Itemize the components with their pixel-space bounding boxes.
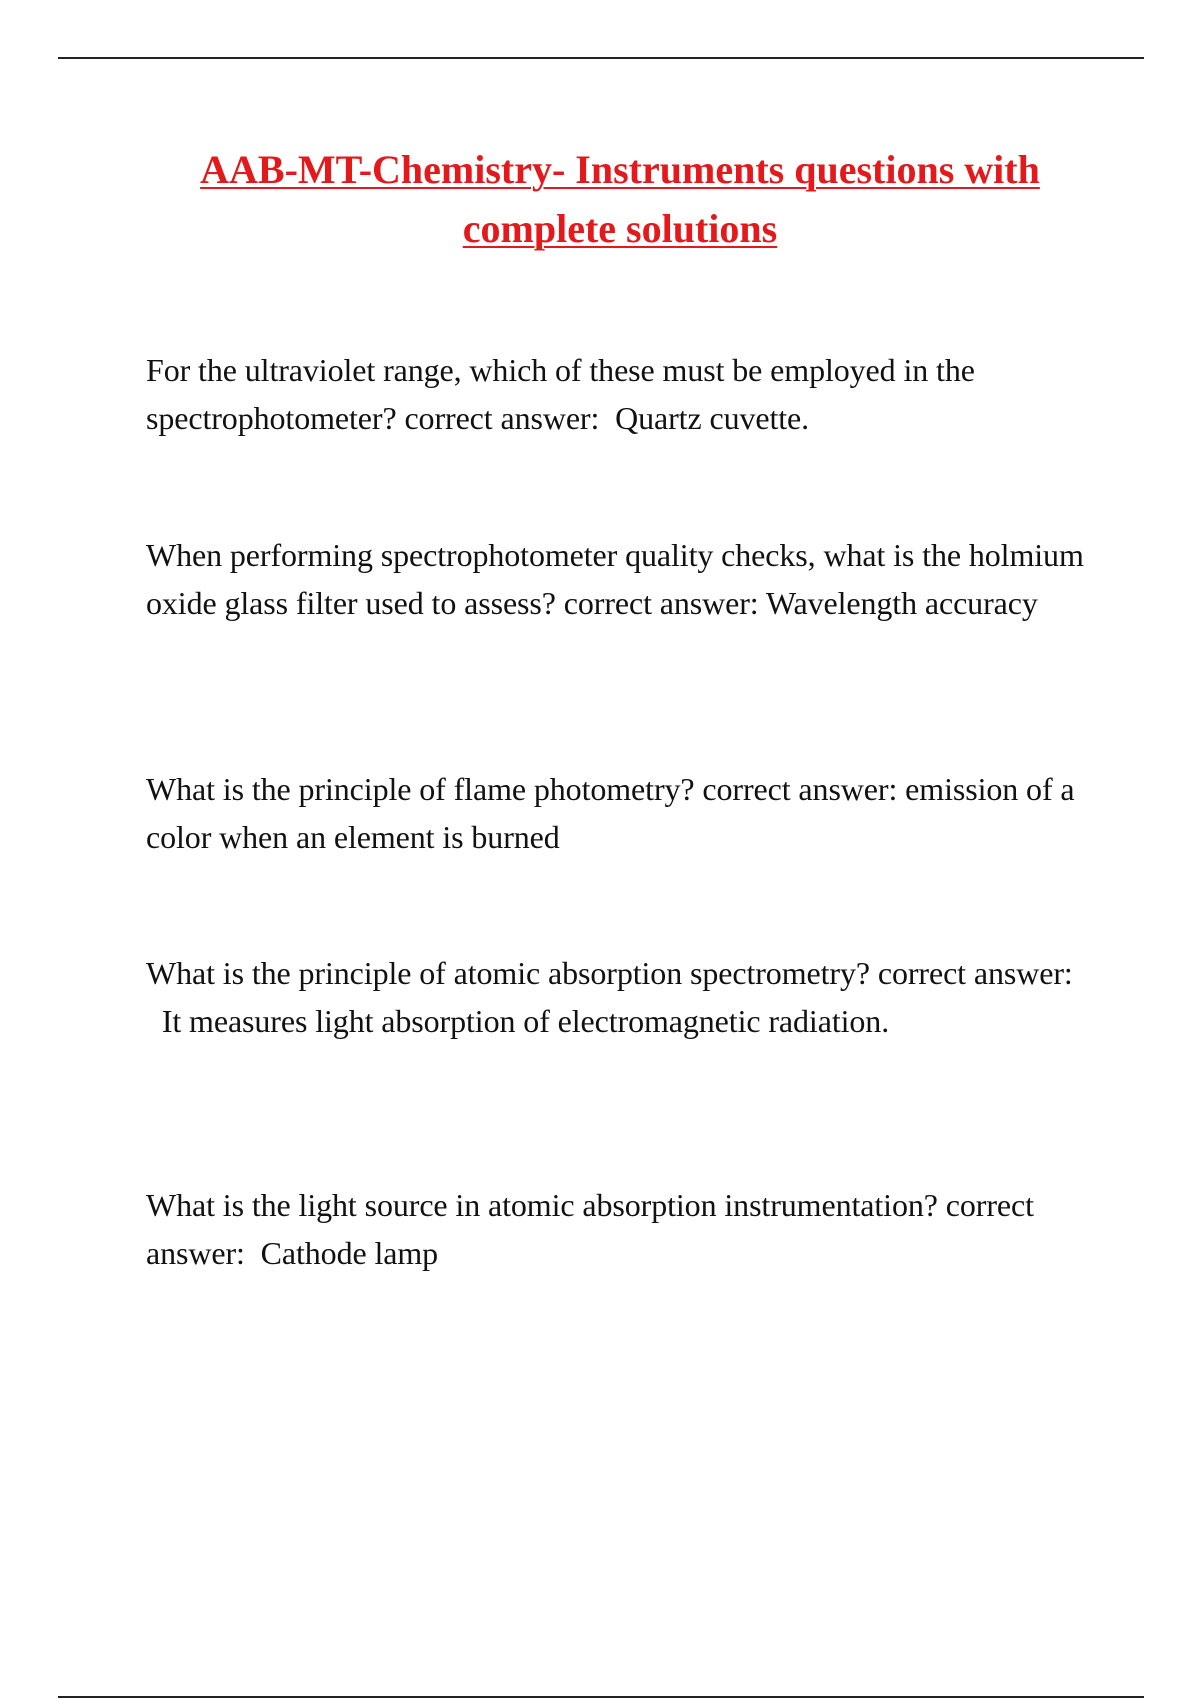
answer-text: Quartz cuvette.: [615, 400, 810, 436]
answer-text: emission of a color when an element is burned: [146, 771, 1075, 855]
document-title: AAB-MT-Chemistry- Instruments questions with complete solutions: [200, 147, 1040, 251]
answer-label: correct answer:: [146, 1187, 1034, 1271]
answer-label: correct answer:: [702, 771, 898, 807]
answer-text: It measures light absorption of electromagnetic radiation.: [161, 1003, 890, 1039]
question-text: What is the principle of atomic absorption spectrometry?: [146, 955, 870, 991]
answer-text: Cathode lamp: [260, 1235, 439, 1271]
qa-item-1: [146, 346, 1096, 442]
bottom-divider: [58, 1696, 1144, 1698]
answer-label: correct answer:: [877, 955, 1073, 991]
qa-item-3: [146, 765, 1096, 861]
question-text: What is the principle of flame photometry?: [146, 771, 695, 807]
answer-text: Wavelength accuracy: [765, 585, 1038, 621]
qa-item-4: [146, 949, 1096, 1045]
question-text: What is the light source in atomic absorption instrumentation?: [146, 1187, 938, 1223]
question-text: For the ultraviolet range, which of these must be employed in the spectrophotometer?: [146, 352, 975, 436]
qa-item-2: [146, 531, 1096, 627]
answer-label: correct answer:: [563, 585, 759, 621]
qa-item-5: [146, 1181, 1096, 1277]
question-text: When performing spectrophotometer quality checks, what is the holmium oxide glass filter used to assess?: [146, 537, 1084, 621]
answer-label: correct answer:: [404, 400, 600, 436]
top-divider: [58, 57, 1144, 59]
